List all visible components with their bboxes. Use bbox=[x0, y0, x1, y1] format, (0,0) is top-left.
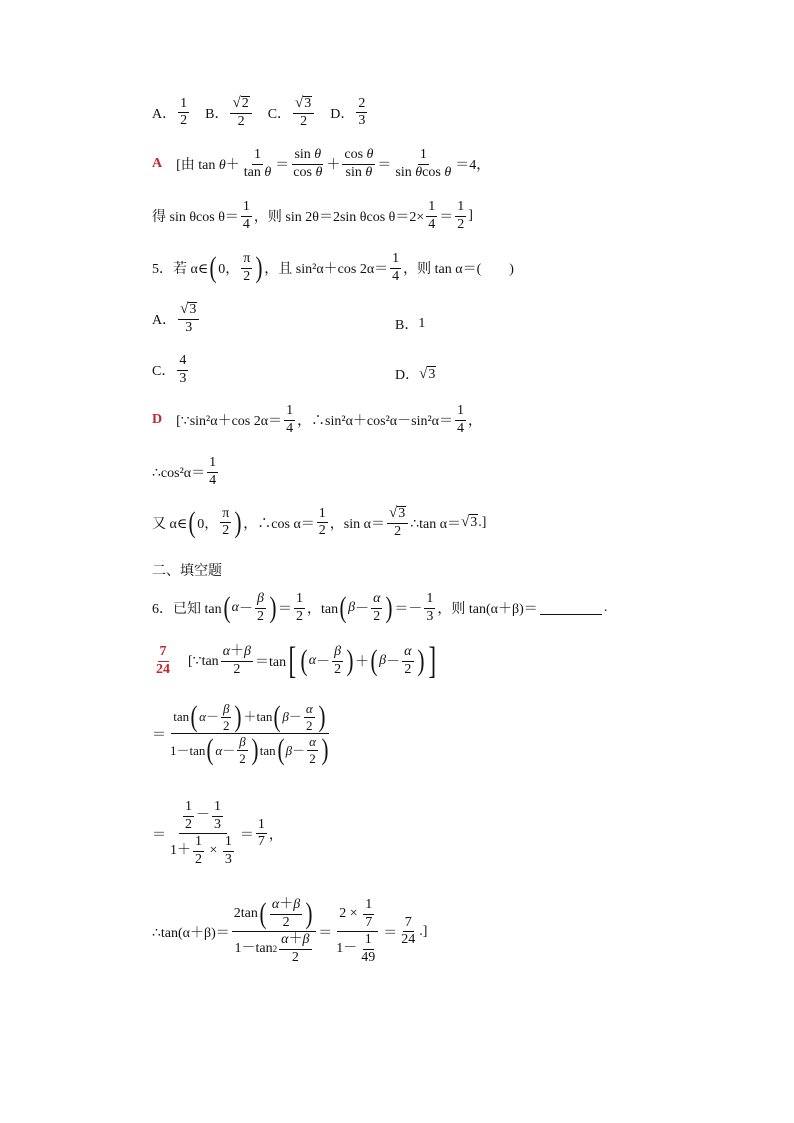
q5-solution-line2: ∴cos²α＝ $\frac{1}{4}$ bbox=[152, 455, 217, 488]
q4-solution-line2: 得 sin θcos θ＝ $\frac{1}{4}$ ，则 sin 2θ＝2sin θcos θ＝2× $\frac{1}{4}$ ＝ $\frac{1}{2}$ ] bbox=[152, 199, 473, 232]
q4-option-b-fraction: √ 2 2 bbox=[230, 96, 251, 129]
q6-solution-final: ∴tan(α＋β)＝ 2tan ( $\frac{\alpha+\beta}{2}$ ) 1－tan 2 $\frac{\alpha+\beta}{2}$ ＝ 2 × $\frac{1}{7}$ 1－ $\frac{1}{49}$ ＝ $\frac{7}{24}$ .] bbox=[152, 897, 428, 966]
q5-option-d: D． √ 3 bbox=[395, 365, 436, 383]
q4-option-a-label: A． bbox=[152, 106, 177, 122]
q5-solution-line3: 又 α∈ ( 0， $\frac{\pi}{2}$ ) ，∴cos α＝ $\frac{1}{2}$ ，sin α＝ √ 3 2 ∴tan α＝ √ 3 .] bbox=[152, 505, 487, 539]
q4-option-a-fraction: $\frac{1}{2}$ bbox=[180, 95, 188, 129]
q5-answer: D bbox=[152, 412, 163, 428]
q6-solution-line1: $\frac{7}{24}$ [∵tan $\frac{\alpha+\beta}{2}$ ＝tan [ ( α － $\frac{\beta}{2}$ ) ＋ ( β － $\frac{\alpha}{2}$ ) ] bbox=[156, 640, 436, 682]
section-title: 二、填空题 bbox=[152, 564, 222, 579]
q5-option-a: A． √ 3 3 bbox=[152, 302, 201, 335]
q5-option-c: C． $\frac{4}{3}$ bbox=[152, 353, 187, 386]
q4-solution-line1: A [由 tan θ＋ $\frac{1}{\text{tan θ}}$ ＝ $\frac{\text{sin θ}}{\text{cos θ}}$ ＋ $\frac{\text{cos θ}}{\text{sin θ}}$ ＝ $\frac{1}{\text{sin θcos θ}}$ ＝4， bbox=[152, 147, 491, 180]
q5-stem: 5．若 α∈ ( 0， $\frac{\pi}{2}$ ) ，且 sin²α＋cos 2α＝ $\frac{1}{4}$ ，则 tan α＝( ) bbox=[152, 251, 514, 285]
q6-solution-line2: ＝ tan ( α － $\frac{\beta}{2}$ ) ＋tan ( β － $\frac{\alpha}{2}$ ) 1－tan ( α － $\frac{\beta}{2}$ ) tan ( β － $\frac{\alpha}{2}$ ) bbox=[152, 700, 329, 767]
q4-answer: A bbox=[152, 156, 163, 172]
q5-solution-line1: D [∵sin²α＋cos 2α＝ $\frac{1}{4}$ ，∴sin²α＋cos²α－sin²α＝ $\frac{1}{4}$ ， bbox=[152, 403, 482, 436]
q4-option-b-label: B． bbox=[205, 106, 229, 122]
q4-option-c-fraction: √ 3 2 bbox=[293, 96, 314, 129]
q5-option-b: B． 1 bbox=[395, 316, 426, 333]
q4-option-d-fraction: $\frac{2}{3}$ bbox=[358, 95, 366, 129]
q4-option-d-label: D． bbox=[330, 106, 355, 122]
q4-option-c-label: C． bbox=[267, 106, 292, 122]
q6-stem: 6．已知 tan ( α － $\frac{\beta}{2}$ ) ＝ $\frac{1}{2}$ ，tan ( β － $\frac{\alpha}{2}$ ) ＝－ $\frac{1}{3}$ ，则 tan(α＋β)＝ . bbox=[152, 591, 608, 625]
q6-answer-blank[interactable] bbox=[540, 602, 602, 615]
q4-options bbox=[152, 96, 369, 129]
q6-solution-line3: ＝ $\frac{1}{2}$ － $\frac{1}{3}$ 1＋ $\frac{1}{2}$ × $\frac{1}{3}$ ＝ $\frac{1}{7}$ ， bbox=[152, 799, 283, 868]
q6-answer: $\frac{7}{24}$ bbox=[156, 643, 170, 677]
